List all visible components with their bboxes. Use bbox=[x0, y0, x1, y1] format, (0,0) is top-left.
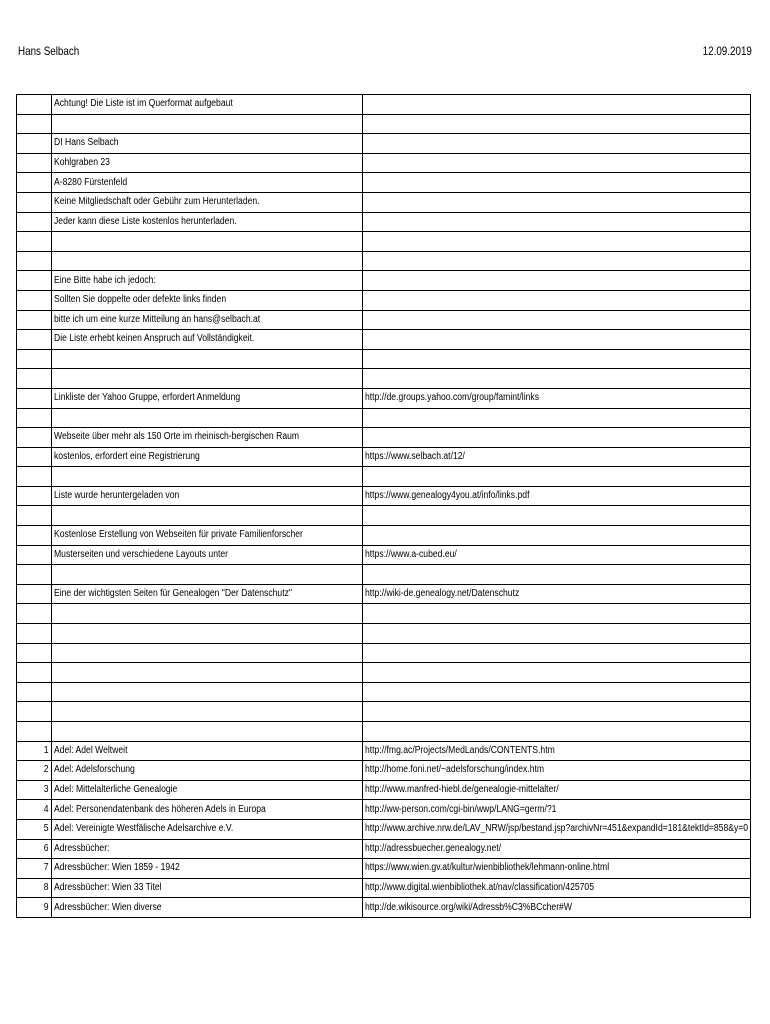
url-cell bbox=[363, 95, 751, 115]
table-row bbox=[17, 839, 751, 859]
table-row bbox=[17, 624, 751, 644]
url-cell bbox=[363, 545, 751, 565]
url-link[interactable]: https://www.selbach.at/12/ bbox=[365, 450, 465, 462]
row-number-cell bbox=[17, 722, 52, 742]
url-cell bbox=[363, 761, 751, 781]
url-link[interactable]: http://de.groups.yahoo.com/group/famint/links bbox=[365, 392, 540, 404]
row-number-cell bbox=[17, 310, 52, 330]
description-text: Adel: Mittelalterliche Genealogie bbox=[54, 784, 178, 796]
url-cell bbox=[363, 153, 751, 173]
url-cell bbox=[363, 428, 751, 448]
description-text: Achtung! Die Liste ist im Querformat aufgebaut bbox=[54, 98, 233, 110]
description-cell bbox=[52, 682, 363, 702]
url-link[interactable]: http://www.digital.wienbibliothek.at/nav/classification/425705 bbox=[365, 882, 594, 894]
table-row bbox=[17, 349, 751, 369]
url-cell bbox=[363, 526, 751, 546]
document-date: 12.09.2019 bbox=[702, 44, 752, 58]
description-text: Eine der wichtigsten Seiten für Genealogen "Der Datenschutz" bbox=[54, 588, 292, 600]
description-cell bbox=[52, 310, 363, 330]
description-cell bbox=[52, 898, 363, 918]
table-row bbox=[17, 604, 751, 624]
url-cell bbox=[363, 898, 751, 918]
url-cell bbox=[363, 330, 751, 350]
row-number-cell bbox=[17, 173, 52, 193]
url-cell bbox=[363, 251, 751, 271]
row-number-cell bbox=[17, 349, 52, 369]
row-number-cell bbox=[17, 388, 52, 408]
description-cell bbox=[52, 878, 363, 898]
url-cell bbox=[363, 310, 751, 330]
url-cell bbox=[363, 134, 751, 154]
row-number: 9 bbox=[44, 901, 49, 913]
url-cell bbox=[363, 643, 751, 663]
row-number-cell bbox=[17, 212, 52, 232]
url-link[interactable]: https://www.wien.gv.at/kultur/wienbibliothek/lehmann-online.html bbox=[365, 862, 610, 874]
table-row bbox=[17, 780, 751, 800]
description-cell bbox=[52, 447, 363, 467]
description-cell bbox=[52, 506, 363, 526]
table-row bbox=[17, 800, 751, 820]
description-text: Keine Mitgliedschaft oder Gebühr zum Herunterladen. bbox=[54, 196, 260, 208]
row-number-cell bbox=[17, 878, 52, 898]
url-cell bbox=[363, 682, 751, 702]
url-cell bbox=[363, 565, 751, 585]
row-number-cell bbox=[17, 251, 52, 271]
table-row bbox=[17, 232, 751, 252]
row-number-cell bbox=[17, 232, 52, 252]
row-number-cell bbox=[17, 428, 52, 448]
row-number-cell bbox=[17, 663, 52, 683]
url-cell bbox=[363, 271, 751, 291]
description-text: Jeder kann diese Liste kostenlos herunterladen. bbox=[54, 215, 237, 227]
table-row bbox=[17, 153, 751, 173]
row-number-cell bbox=[17, 192, 52, 212]
description-cell bbox=[52, 584, 363, 604]
description-text: Kostenlose Erstellung von Webseiten für private Familienforscher bbox=[54, 529, 303, 541]
row-number-cell bbox=[17, 526, 52, 546]
description-cell bbox=[52, 192, 363, 212]
table-row bbox=[17, 526, 751, 546]
url-cell bbox=[363, 212, 751, 232]
url-cell bbox=[363, 369, 751, 389]
url-cell bbox=[363, 780, 751, 800]
description-cell bbox=[52, 330, 363, 350]
table-row bbox=[17, 408, 751, 428]
description-text: Adressbücher: bbox=[54, 842, 110, 854]
description-text: A-8280 Fürstenfeld bbox=[54, 176, 128, 188]
table-row bbox=[17, 682, 751, 702]
table-row bbox=[17, 643, 751, 663]
description-text: Liste wurde heruntergeladen von bbox=[54, 490, 180, 502]
row-number: 6 bbox=[44, 842, 49, 854]
description-cell bbox=[52, 565, 363, 585]
url-link[interactable]: http://de.wikisource.org/wiki/Adressb%C3%BCcher#W bbox=[365, 901, 572, 913]
description-cell bbox=[52, 859, 363, 879]
row-number-cell bbox=[17, 702, 52, 722]
table-row bbox=[17, 290, 751, 310]
table-row bbox=[17, 898, 751, 918]
row-number-cell bbox=[17, 624, 52, 644]
url-cell bbox=[363, 859, 751, 879]
url-cell bbox=[363, 702, 751, 722]
url-cell bbox=[363, 624, 751, 644]
description-cell bbox=[52, 780, 363, 800]
row-number-cell bbox=[17, 369, 52, 389]
description-cell bbox=[52, 761, 363, 781]
row-number-cell bbox=[17, 95, 52, 115]
description-cell bbox=[52, 545, 363, 565]
url-cell bbox=[363, 408, 751, 428]
table-row bbox=[17, 878, 751, 898]
description-cell bbox=[52, 408, 363, 428]
row-number-cell bbox=[17, 467, 52, 487]
description-text: Webseite über mehr als 150 Orte im rheinisch-bergischen Raum bbox=[54, 431, 300, 443]
description-text: Musterseiten und verschiedene Layouts unter bbox=[54, 548, 229, 560]
table-row bbox=[17, 192, 751, 212]
row-number-cell bbox=[17, 330, 52, 350]
row-number: 3 bbox=[44, 784, 49, 796]
description-cell bbox=[52, 134, 363, 154]
description-cell bbox=[52, 290, 363, 310]
url-link[interactable]: https://www.genealogy4you.at/info/links.pdf bbox=[365, 490, 530, 502]
description-cell bbox=[52, 173, 363, 193]
row-number-cell bbox=[17, 134, 52, 154]
table-row bbox=[17, 330, 751, 350]
row-number-cell bbox=[17, 447, 52, 467]
description-text: Die Liste erhebt keinen Anspruch auf Vollständigkeit. bbox=[54, 333, 255, 345]
url-cell bbox=[363, 467, 751, 487]
url-cell bbox=[363, 290, 751, 310]
table-row bbox=[17, 545, 751, 565]
url-cell bbox=[363, 839, 751, 859]
table-row bbox=[17, 722, 751, 742]
description-cell bbox=[52, 388, 363, 408]
url-link[interactable]: http://ww-person.com/cgi-bin/wwp/LANG=germ/?1 bbox=[365, 803, 557, 815]
link-list-body bbox=[17, 95, 751, 918]
table-row bbox=[17, 486, 751, 506]
description-text: DI Hans Selbach bbox=[54, 137, 119, 149]
url-cell bbox=[363, 604, 751, 624]
row-number-cell bbox=[17, 506, 52, 526]
row-number: 5 bbox=[44, 823, 49, 835]
description-text: Adressbücher: Wien 33 Titel bbox=[54, 882, 162, 894]
table-row bbox=[17, 584, 751, 604]
description-text: Adel: Adelsforschung bbox=[54, 764, 135, 776]
description-cell bbox=[52, 369, 363, 389]
table-row bbox=[17, 565, 751, 585]
row-number-cell bbox=[17, 780, 52, 800]
table-row bbox=[17, 173, 751, 193]
url-link[interactable]: http://home.foni.net/~adelsforschung/index.htm bbox=[365, 764, 545, 776]
table-row bbox=[17, 134, 751, 154]
description-text: Adel: Personendatenbank des höheren Adels in Europa bbox=[54, 803, 266, 815]
row-number-cell bbox=[17, 545, 52, 565]
url-cell bbox=[363, 800, 751, 820]
table-row bbox=[17, 819, 751, 839]
url-link[interactable]: http://adressbuecher.genealogy.net/ bbox=[365, 842, 502, 854]
url-cell bbox=[363, 192, 751, 212]
row-number-cell bbox=[17, 761, 52, 781]
url-cell bbox=[363, 741, 751, 761]
url-cell bbox=[363, 349, 751, 369]
row-number: 7 bbox=[44, 862, 49, 874]
row-number: 4 bbox=[44, 803, 49, 815]
table-row bbox=[17, 95, 751, 115]
link-list-table bbox=[16, 94, 751, 918]
description-cell bbox=[52, 643, 363, 663]
table-row bbox=[17, 506, 751, 526]
table-row bbox=[17, 663, 751, 683]
description-cell bbox=[52, 114, 363, 134]
description-cell bbox=[52, 741, 363, 761]
table-row bbox=[17, 251, 751, 271]
row-number-cell bbox=[17, 682, 52, 702]
table-row bbox=[17, 761, 751, 781]
description-cell bbox=[52, 428, 363, 448]
row-number-cell bbox=[17, 643, 52, 663]
row-number-cell bbox=[17, 565, 52, 585]
page-header bbox=[18, 44, 752, 62]
description-cell bbox=[52, 486, 363, 506]
url-cell bbox=[363, 663, 751, 683]
table-row bbox=[17, 447, 751, 467]
description-cell bbox=[52, 819, 363, 839]
table-row bbox=[17, 428, 751, 448]
url-cell bbox=[363, 173, 751, 193]
description-cell bbox=[52, 349, 363, 369]
description-text: Adel: Vereinigte Westfälische Adelsarchive e.V. bbox=[54, 823, 234, 835]
row-number-cell bbox=[17, 271, 52, 291]
description-cell bbox=[52, 722, 363, 742]
url-link[interactable]: http://www.archive.nrw.de/LAV_NRW/jsp/bestand.jsp?archivNr=451&expandId=181&tektId=858&y=0 bbox=[365, 823, 749, 835]
description-text: Linkliste der Yahoo Gruppe, erfordert Anmeldung bbox=[54, 392, 241, 404]
description-text: Adressbücher: Wien 1859 - 1942 bbox=[54, 862, 180, 874]
row-number-cell bbox=[17, 604, 52, 624]
row-number-cell bbox=[17, 859, 52, 879]
table-row bbox=[17, 467, 751, 487]
table-row bbox=[17, 741, 751, 761]
table-row bbox=[17, 388, 751, 408]
description-cell bbox=[52, 153, 363, 173]
table-row bbox=[17, 212, 751, 232]
description-text: Eine Bitte habe ich jedoch: bbox=[54, 274, 156, 286]
description-cell bbox=[52, 702, 363, 722]
table-row bbox=[17, 859, 751, 879]
description-cell bbox=[52, 604, 363, 624]
description-cell bbox=[52, 800, 363, 820]
table-row bbox=[17, 702, 751, 722]
url-link[interactable]: http://wiki-de.genealogy.net/Datenschutz bbox=[365, 588, 520, 600]
row-number-cell bbox=[17, 290, 52, 310]
url-link[interactable]: https://www.a-cubed.eu/ bbox=[365, 548, 457, 560]
url-cell bbox=[363, 722, 751, 742]
row-number-cell bbox=[17, 114, 52, 134]
row-number-cell bbox=[17, 486, 52, 506]
url-cell bbox=[363, 506, 751, 526]
url-cell bbox=[363, 486, 751, 506]
row-number-cell bbox=[17, 800, 52, 820]
row-number-cell bbox=[17, 584, 52, 604]
table-row bbox=[17, 369, 751, 389]
table-row bbox=[17, 310, 751, 330]
url-link[interactable]: http://fmg.ac/Projects/MedLands/CONTENTS.htm bbox=[365, 744, 555, 756]
description-cell bbox=[52, 212, 363, 232]
url-cell bbox=[363, 878, 751, 898]
description-cell bbox=[52, 624, 363, 644]
description-text: kostenlos, erfordert eine Registrierung bbox=[54, 450, 200, 462]
row-number-cell bbox=[17, 408, 52, 428]
description-cell bbox=[52, 839, 363, 859]
description-text: Sollten Sie doppelte oder defekte links finden bbox=[54, 294, 227, 306]
author-name: Hans Selbach bbox=[18, 44, 80, 58]
description-cell bbox=[52, 232, 363, 252]
description-cell bbox=[52, 663, 363, 683]
url-cell bbox=[363, 819, 751, 839]
description-cell bbox=[52, 271, 363, 291]
table-row bbox=[17, 271, 751, 291]
row-number-cell bbox=[17, 898, 52, 918]
description-text: Adressbücher: Wien diverse bbox=[54, 901, 162, 913]
row-number: 1 bbox=[44, 744, 49, 756]
url-cell bbox=[363, 232, 751, 252]
url-cell bbox=[363, 388, 751, 408]
row-number: 2 bbox=[44, 764, 49, 776]
url-link[interactable]: http://www.manfred-hiebl.de/genealogie-mittelalter/ bbox=[365, 784, 559, 796]
description-text: bitte ich um eine kurze Mitteilung an hans@selbach.at bbox=[54, 313, 261, 325]
url-cell bbox=[363, 114, 751, 134]
description-cell bbox=[52, 467, 363, 487]
row-number-cell bbox=[17, 741, 52, 761]
row-number-cell bbox=[17, 839, 52, 859]
description-cell bbox=[52, 526, 363, 546]
table-row bbox=[17, 114, 751, 134]
url-cell bbox=[363, 584, 751, 604]
row-number-cell bbox=[17, 819, 52, 839]
url-cell bbox=[363, 447, 751, 467]
row-number: 8 bbox=[44, 882, 49, 894]
description-text: Adel: Adel Weltweit bbox=[54, 744, 128, 756]
row-number-cell bbox=[17, 153, 52, 173]
description-cell bbox=[52, 95, 363, 115]
description-cell bbox=[52, 251, 363, 271]
description-text: Kohlgraben 23 bbox=[54, 157, 110, 169]
